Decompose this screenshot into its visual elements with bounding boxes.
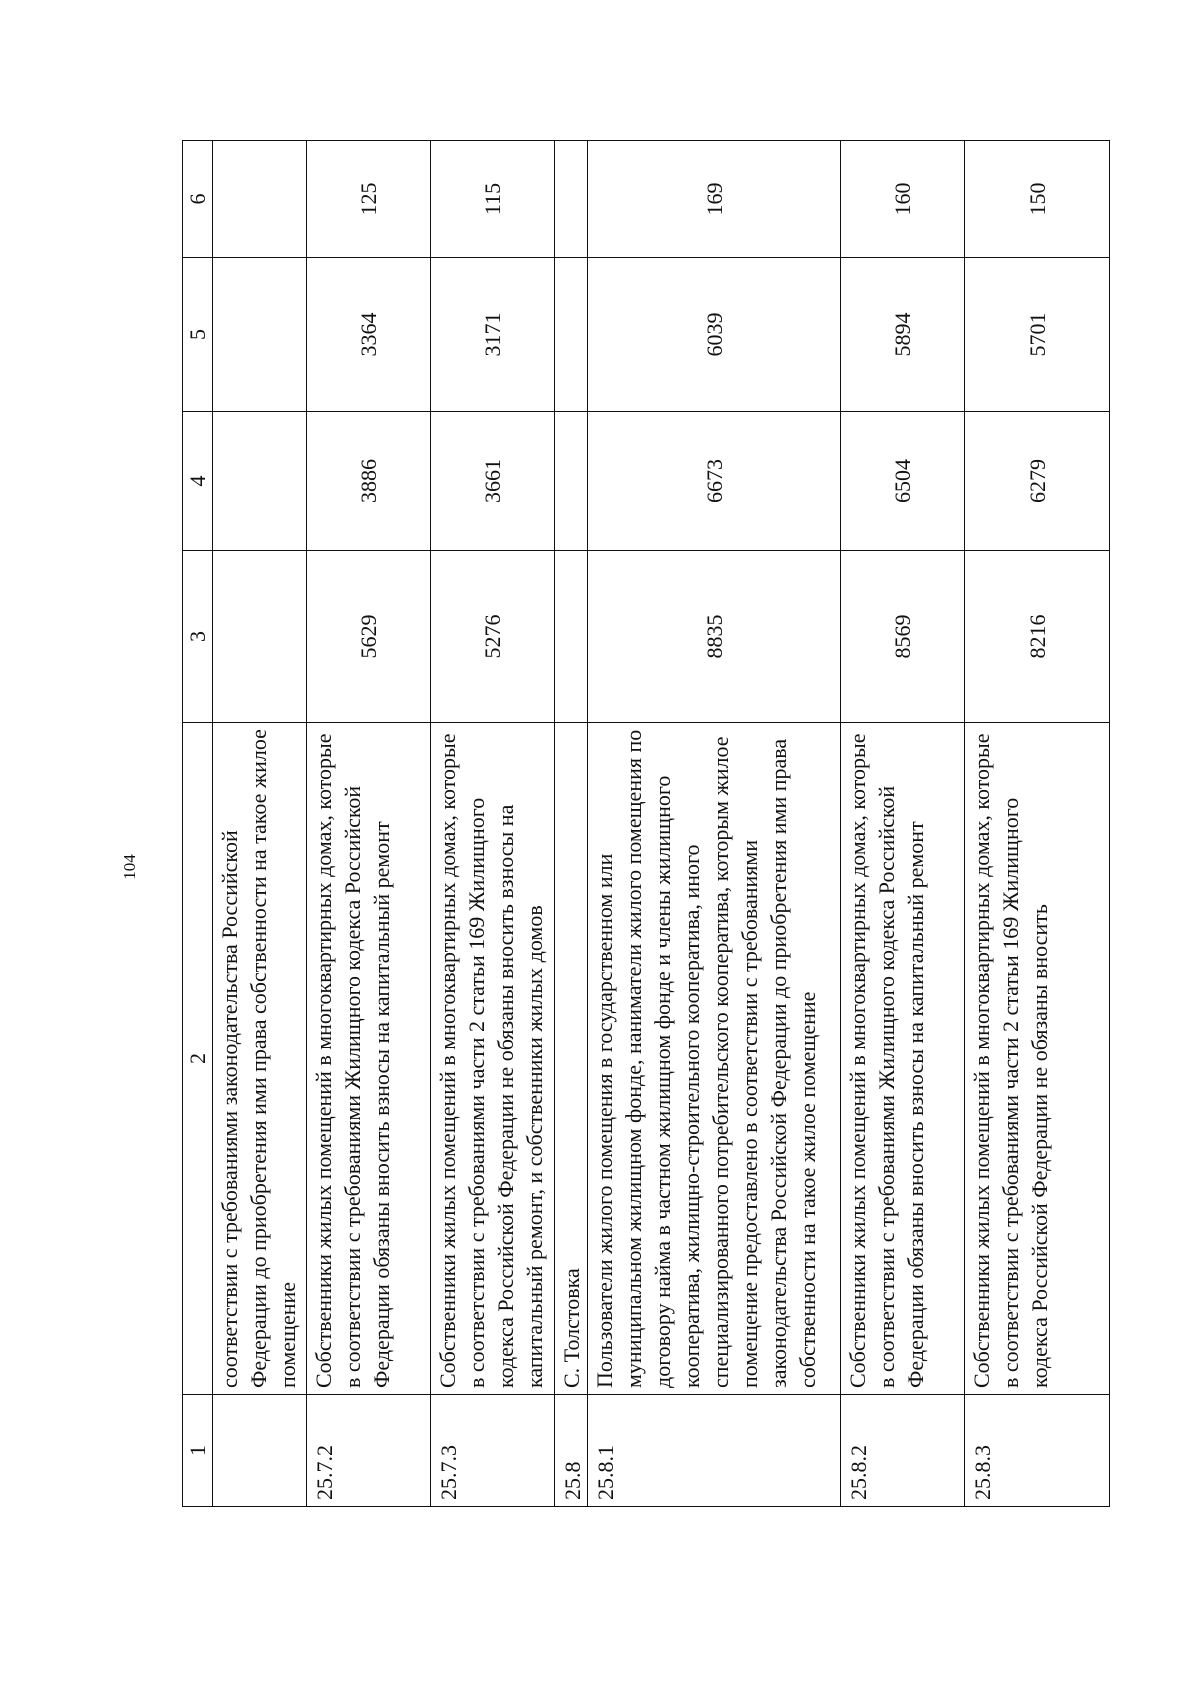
row-description: Собственники жилых помещений в многоквартирных домах, которые в соответствии с требованиями Жилищного кодекса Российской Федерации обязаны вносить взносы на капитальный ремонт: [841, 723, 965, 1395]
row-code: 25.8.1: [588, 1395, 841, 1507]
row-value-col6: 115: [431, 141, 555, 258]
row-value-col6: 150: [965, 141, 1110, 258]
row-value-col3: [213, 551, 307, 723]
row-value-col4: 6504: [841, 412, 965, 551]
row-value-col6: 160: [841, 141, 965, 258]
row-value-col3: 5629: [307, 551, 431, 723]
row-value-col3: 8835: [588, 551, 841, 723]
header-col-3: 3: [183, 551, 213, 723]
row-value-col3: 8569: [841, 551, 965, 723]
rotated-table-container: [182, 141, 1104, 1507]
row-value-col3: 8216: [965, 551, 1110, 723]
tariff-table: [182, 140, 1110, 1507]
row-description: Собственники жилых помещений в многоквартирных домах, которые в соответствии с требованиями части 2 статьи 169 Жилищного кодекса Российской Федерации не обязаны вносить взносы на капитальный ремонт, и собственники жилых домов: [431, 723, 555, 1395]
row-value-col5: 6039: [588, 258, 841, 412]
row-description: соответствии с требованиями законодательства Российской Федерации до приобретения ими права собственности на такое жилое помещение: [213, 723, 307, 1395]
header-col-6: 6: [183, 141, 213, 258]
row-description: Собственники жилых помещений в многоквартирных домах, которые в соответствии с требованиями Жилищного кодекса Российской Федерации обязаны вносить взносы на капитальный ремонт: [307, 723, 431, 1395]
table-row: [431, 141, 555, 1507]
table-row: [213, 141, 307, 1507]
row-description: Пользователи жилого помещения в государственном или муниципальном жилищном фонде, наниматели жилого помещения по договору найма в частном жилищном фонде и члены жилищного кооператива, жилищно-строительного кооператива, иного специализированного потребительского кооператива, которым жилое помещение предоставлено в соответствии с требованиями законодательства Российской Федерации до приобретения ими права собственности на такое жилое помещение: [588, 723, 841, 1395]
row-value-col6: 125: [307, 141, 431, 258]
row-code: 25.8.2: [841, 1395, 965, 1507]
row-code: 25.7.2: [307, 1395, 431, 1507]
row-value-col5: 3171: [431, 258, 555, 412]
row-value-col4: [213, 412, 307, 551]
page-number: 104: [120, 854, 139, 880]
row-code: 25.7.3: [431, 1395, 555, 1507]
row-description: Собственники жилых помещений в многоквартирных домах, которые в соответствии с требованиями части 2 статьи 169 Жилищного кодекса Российской Федерации не обязаны вносить: [965, 723, 1110, 1395]
row-value-col6: [555, 141, 588, 258]
row-value-col4: 3886: [307, 412, 431, 551]
row-value-col5: [555, 258, 588, 412]
row-value-col4: 6673: [588, 412, 841, 551]
row-code: 25.8.3: [965, 1395, 1110, 1507]
row-value-col5: 3364: [307, 258, 431, 412]
header-col-5: 5: [183, 258, 213, 412]
row-value-col4: [555, 412, 588, 551]
row-value-col5: [213, 258, 307, 412]
row-value-col6: [213, 141, 307, 258]
row-value-col3: [555, 551, 588, 723]
row-value-col6: 169: [588, 141, 841, 258]
row-value-col5: 5894: [841, 258, 965, 412]
table-row: [965, 141, 1110, 1507]
table-row: [307, 141, 431, 1507]
header-col-2: 2: [183, 723, 213, 1395]
row-code: [213, 1395, 307, 1507]
row-value-col4: 6279: [965, 412, 1110, 551]
header-row: [183, 141, 213, 1507]
row-code: 25.8: [555, 1395, 588, 1507]
table-row: [555, 141, 588, 1507]
header-col-4: 4: [183, 412, 213, 551]
table-row: [588, 141, 841, 1507]
row-value-col5: 5701: [965, 258, 1110, 412]
header-col-1: 1: [183, 1395, 213, 1507]
row-value-col4: 3661: [431, 412, 555, 551]
row-value-col3: 5276: [431, 551, 555, 723]
row-description: С. Толстовка: [555, 723, 588, 1395]
table-row: [841, 141, 965, 1507]
